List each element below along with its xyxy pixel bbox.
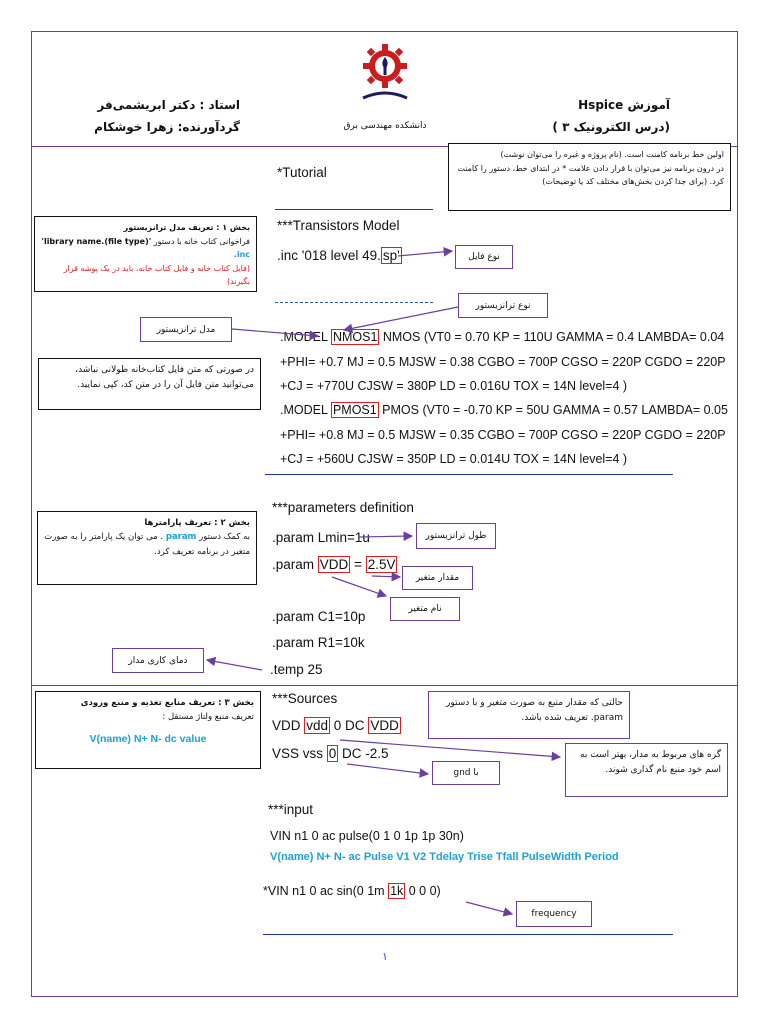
arrow-node-naming xyxy=(340,740,560,757)
source-variable-note: حالتی که مقدار منبع به صورت متغیر و با دستور param. تعریف شده باشد. xyxy=(428,691,630,739)
callout-transistor-type: نوع ترانزیستور xyxy=(458,293,548,318)
professor-name: استاد : دکتر ابریشمی‌فر xyxy=(97,98,240,112)
vdd-value: VDD xyxy=(370,718,399,733)
node-naming-note: گره های مربوط به مدار، بهتر است به اسم خود منبع نام گذاری شوند. xyxy=(565,743,728,797)
vin-sin-a: *VIN n1 0 ac sin(0 1m xyxy=(263,884,389,898)
temp-line: .temp 25 xyxy=(270,662,323,677)
nmos-line1-a: .MODEL xyxy=(280,330,331,344)
arrow-transistor-type xyxy=(344,307,458,330)
arrow-frequency xyxy=(466,902,512,914)
section2-line-b: . می توان یک پارامتر را به صورت متغیر در برنامه تعریف کرد. xyxy=(44,532,250,557)
pmos-line3: +CJ = +560U CJSW = 350P LD = 0.014U TOX = 14N level=4 ) xyxy=(280,452,628,466)
vin-pulse-line: VIN n1 0 ac pulse(0 1 0 1p 1p 30n) xyxy=(270,829,464,843)
vin-sin-b: 0 0 0) xyxy=(405,884,441,898)
pmos-line1-a: .MODEL xyxy=(280,403,331,417)
nmos-line1-b: NMOS (VT0 = 0.70 KP = 110U GAMMA = 0.4 LAMBDA= 0.04 xyxy=(379,330,725,344)
param-r1-line: .param R1=10k xyxy=(272,635,365,650)
course-title: آموزش Hspice xyxy=(578,98,670,112)
param-vdd-value: 2.5V xyxy=(367,557,396,572)
nmos-line3: +CJ = +770U CJSW = 380P LD = 0.016U TOX = 14N level=4 ) xyxy=(280,379,628,393)
arrow-variable-value xyxy=(372,576,400,577)
arrow-operating-temp xyxy=(207,660,262,670)
callout-transistor-length: طول ترانزیستور xyxy=(416,523,496,549)
vin-sin-frequency: 1k xyxy=(390,884,404,898)
callout-operating-temp: دمای کاری مدار xyxy=(112,648,204,673)
input-heading: ***input xyxy=(268,802,314,817)
callout-variable-name: نام متغیر xyxy=(390,597,460,621)
inline-library-note: در صورتی که متن فایل کتاب‌خانه طولانی نباشد، می‌توانید متن فایل آن را در متن کد، کپی نمایید. xyxy=(38,358,261,410)
comment-note-line1: اولین خط برنامه کامنت است. (نام پروژه و غیره را می‌توان نوشت) xyxy=(500,150,724,159)
section3-syntax: V(name) N+ N- dc value xyxy=(89,732,207,745)
vdd-line-a: VDD xyxy=(272,718,305,733)
section2-param: param xyxy=(165,532,197,543)
tutorial-line: *Tutorial xyxy=(277,165,327,180)
param-vdd-eq: = xyxy=(350,557,366,572)
section3-line: تعریف منبع ولتاژ مستقل : xyxy=(162,712,254,723)
arrow-variable-name xyxy=(332,577,386,596)
pmos-model-name: PMOS1 xyxy=(332,403,377,417)
callout-gnd: با gnd xyxy=(432,761,500,785)
section1-warning: (فایل کتاب خانه و فایل کتاب خانه، باید در یک پوشه قرار بگیرند) xyxy=(63,263,250,287)
course-subtitle: (درس الکترونیک ۳ ) xyxy=(552,120,670,134)
sources-heading: ***Sources xyxy=(272,691,338,706)
section3-title: بخش ۳ : تعریف منابع تغذیه و منبع ورودی xyxy=(80,698,254,708)
compiler-name: گردآورنده: زهرا خوشکام xyxy=(94,120,240,134)
nmos-model-name: NMOS1 xyxy=(332,330,378,344)
param-lmin-line: .param Lmin=1u xyxy=(272,530,370,545)
arrow-gnd xyxy=(347,764,428,774)
section1-line-prefix: فراخوانی کتاب خانه با دستور xyxy=(153,236,250,246)
arrow-file-type xyxy=(398,251,452,256)
faculty-name: دانشکده مهندسی برق xyxy=(343,121,427,131)
vdd-line-b: 0 DC xyxy=(330,718,369,733)
section1-inc-arg: 'library name.(file type)' xyxy=(41,236,152,246)
arrow-transistor-model xyxy=(232,329,318,336)
params-heading: ***parameters definition xyxy=(272,500,414,515)
pmos-line1-b: PMOS (VT0 = -0.70 KP = 50U GAMMA = 0.57 LAMBDA= 0.05 xyxy=(378,403,728,417)
callout-variable-value: مقدار متغیر xyxy=(402,566,473,590)
page-number: ۱ xyxy=(382,950,388,963)
comment-note-line2: در درون برنامه نیز می‌توان با قرار دادن علامت * در ابتدای خط، دستور را کامنت کرد. (برای جدا کردن بخش‌های مختلف کد یا توضیحات) xyxy=(457,163,724,187)
callout-transistor-model: مدل ترانزیستور xyxy=(140,317,232,342)
inc-file-ext: sp' xyxy=(382,248,400,263)
section2-title: بخش ۲ : تعریف پارامترها xyxy=(144,518,250,528)
param-vdd-a: .param xyxy=(272,557,318,572)
section1-inc: .inc xyxy=(233,250,250,260)
section1-title: بخش ۱ : تعریف مدل ترانزیستور xyxy=(123,223,250,232)
param-c1-line: .param C1=10p xyxy=(272,609,366,624)
arrow-transistor-length xyxy=(358,536,412,537)
section2-line-a: به کمک دستور xyxy=(199,532,250,543)
pmos-line2: +PHI= +0.8 MJ = 0.5 MJSW = 0.35 CGBO = 700P CGSO = 220P CGDO = 220P xyxy=(280,428,726,442)
callout-frequency: frequency xyxy=(516,901,592,927)
transistors-heading: ***Transistors Model xyxy=(277,218,400,233)
inc-line-a: .inc '018 level 49. xyxy=(277,248,381,263)
nmos-line2: +PHI= +0.7 MJ = 0.5 MJSW = 0.38 CGBO = 700P CGSO = 220P CGDO = 220P xyxy=(280,355,726,369)
vss-node: 0 xyxy=(328,746,337,761)
param-vdd-name: VDD xyxy=(319,557,349,572)
vdd-node: vdd xyxy=(306,718,329,733)
vss-line-b: DC -2.5 xyxy=(338,746,389,761)
callout-file-type: نوع فایل xyxy=(455,245,513,269)
vss-line-a: VSS vss xyxy=(272,746,327,761)
vin-syntax-line: V(name) N+ N- ac Pulse V1 V2 Tdelay Trise Tfall PulseWidth Period xyxy=(270,851,619,863)
